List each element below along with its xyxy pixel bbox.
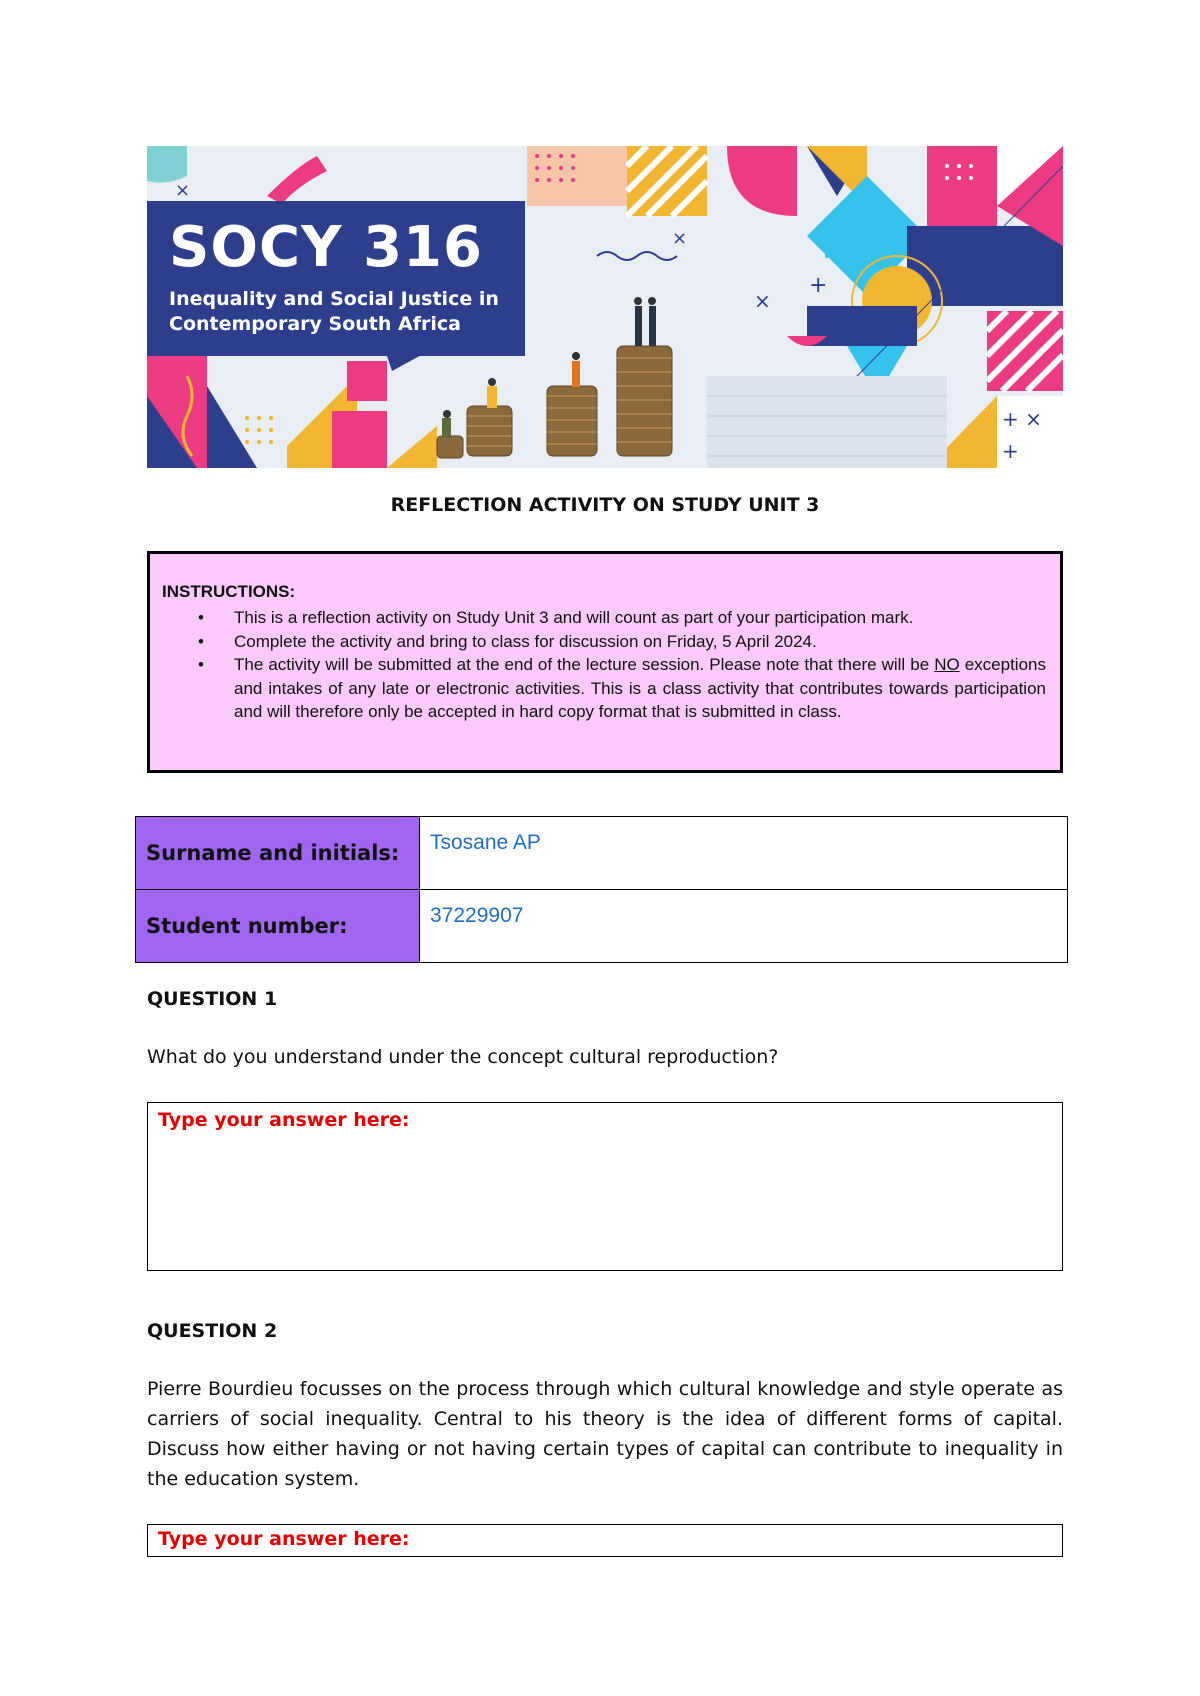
- table-row: [136, 890, 1068, 963]
- table-row: [136, 817, 1068, 890]
- surname-field[interactable]: Tsosane AP: [420, 817, 1068, 890]
- instruction-item: • This is a reflection activity on Study Unit 3 and will count as part of your participation mark.: [162, 606, 1046, 630]
- instruction-item: • The activity will be submitted at the end of the lecture session. Please note that there will be NO exceptions and intakes of any late or electronic activities. This is a class activity that contributes towards participation and will therefore only be accepted in hard copy format that is submitted in class.: [198, 655, 1046, 721]
- instructions-box: [147, 551, 1063, 773]
- svg-text:+: +: [809, 273, 828, 298]
- svg-text:×: ×: [175, 180, 191, 201]
- svg-text:×: ×: [754, 289, 771, 313]
- question-1-text: What do you understand under the concept cultural reproduction?: [147, 1046, 779, 1068]
- question-2-answer-box[interactable]: [147, 1524, 1063, 1557]
- answer-placeholder: Type your answer here:: [158, 1528, 410, 1550]
- student-number-field[interactable]: 37229907: [420, 890, 1068, 963]
- answer-placeholder: Type your answer here:: [158, 1109, 410, 1131]
- question-2-heading: QUESTION 2: [147, 1320, 278, 1342]
- bullet-icon: •: [198, 655, 204, 674]
- course-code: SOCY 316: [169, 215, 483, 280]
- instructions-heading: INSTRUCTIONS:: [162, 582, 296, 601]
- instruction-item: • Complete the activity and bring to class for discussion on Friday, 5 April 2024.: [162, 630, 1046, 654]
- course-title: Inequality and Social Justice in Contemporary South Africa: [169, 288, 499, 335]
- svg-text:+ ×: + ×: [1002, 407, 1042, 431]
- instructions-list: [162, 606, 1046, 724]
- svg-text:+: +: [1002, 439, 1019, 463]
- question-1-heading: QUESTION 1: [147, 988, 278, 1010]
- bullet-icon: •: [198, 608, 204, 627]
- question-1-answer-box[interactable]: [147, 1102, 1063, 1271]
- question-2-text: Pierre Bourdieu focusses on the process through which cultural knowledge and style operate as carriers of social inequality. Central to his theory is the idea of different forms of capital. Discuss how either having or not having certain types of capital can contribute to inequality in the education system.: [147, 1378, 1063, 1490]
- student-details-table: [135, 816, 1068, 963]
- svg-text:×: ×: [672, 228, 688, 249]
- course-banner: [147, 146, 1063, 468]
- student-number-label: Student number:: [136, 890, 420, 963]
- emphasis-no: NO: [934, 655, 960, 674]
- banner-title-box: [147, 201, 525, 356]
- activity-title: REFLECTION ACTIVITY ON STUDY UNIT 3: [390, 494, 820, 516]
- surname-label: Surname and initials:: [136, 817, 420, 890]
- bullet-icon: •: [198, 631, 204, 651]
